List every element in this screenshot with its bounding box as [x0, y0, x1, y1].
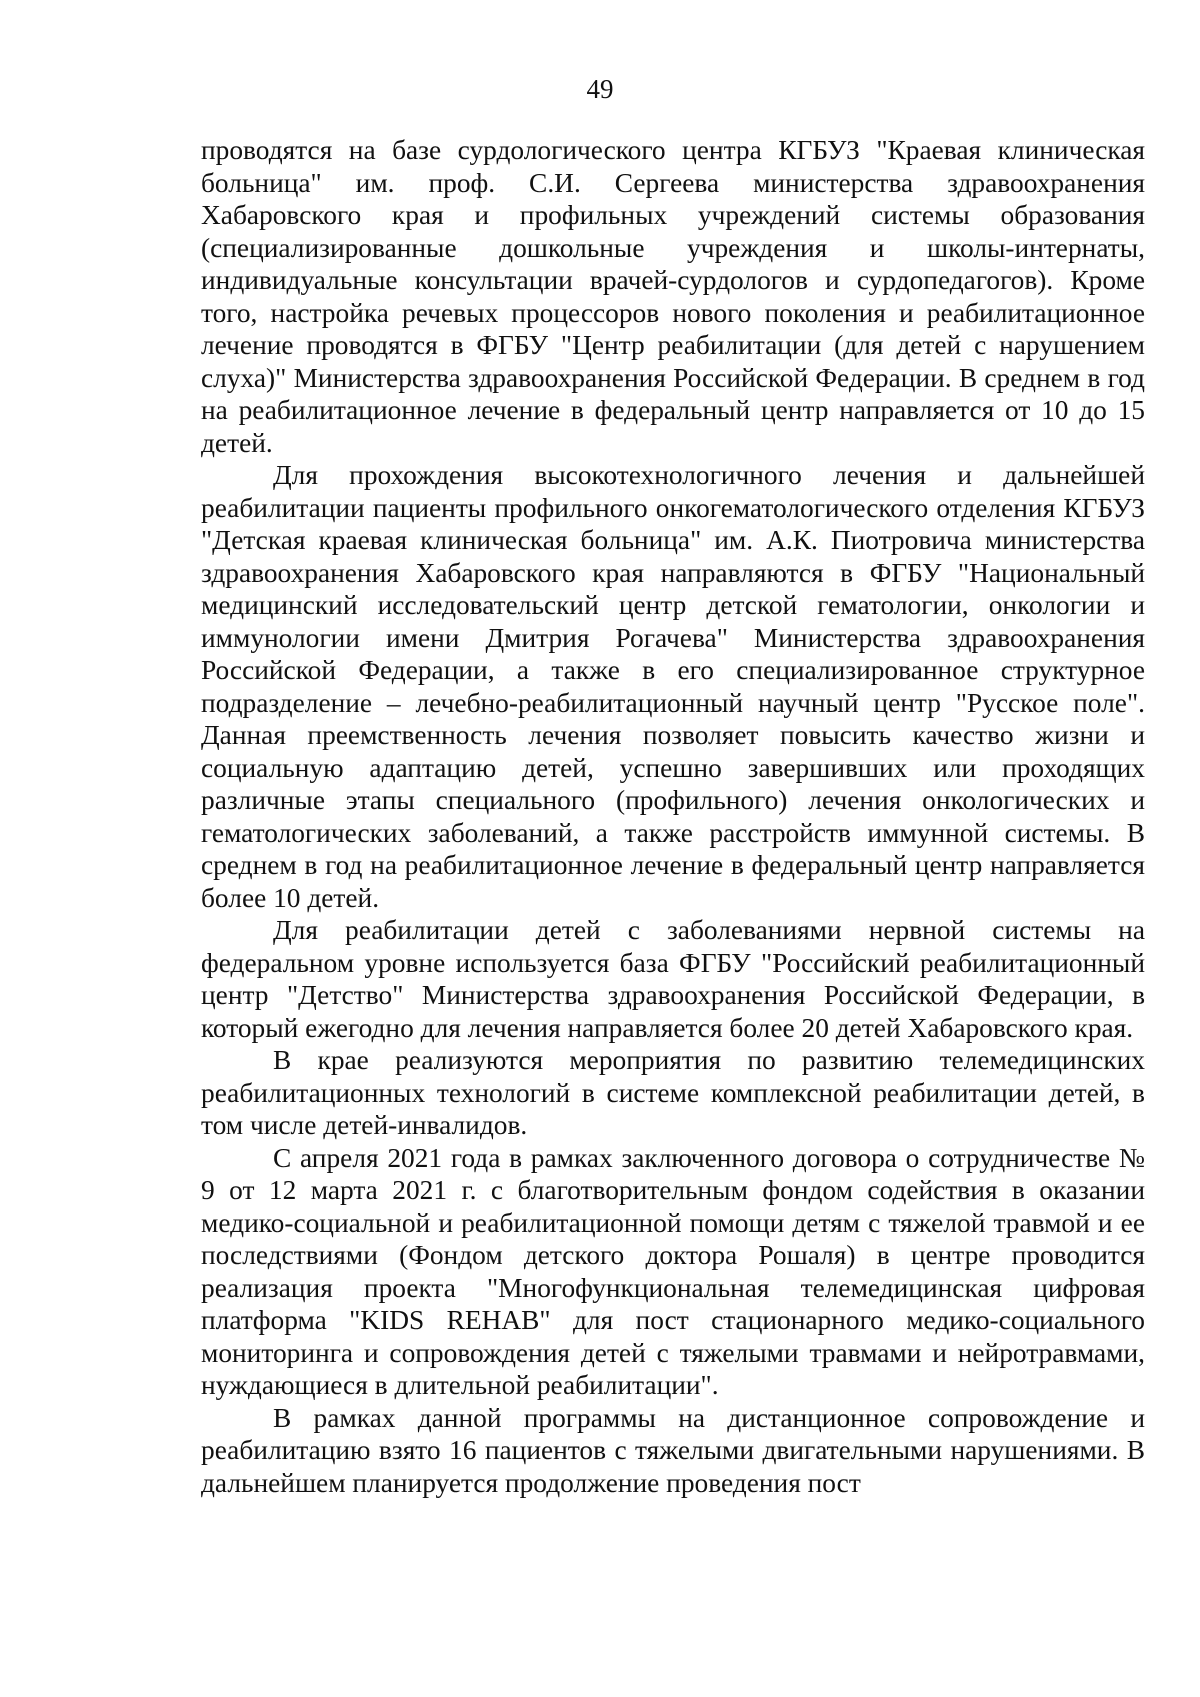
paragraph-kids-rehab-project: С апреля 2021 года в рамках заключенного договора о сотрудничестве № 9 от 12 марта 2021 г. с благотворительным фондом содействия в оказании медико-социальной и реабилитационной помощи детям с тяжелой травмой и ее последствиями (Фондом детского доктора Рошаля) в центре проводится реализация проекта "Многофункциональная телемедицинская цифровая платформа "KIDS REHAB" для пост стационарного медико-социального мониторинга и сопровождения детей с тяжелыми травмами и нейротравмами, нуждающиеся в длительной реабилитации".: [201, 1142, 1145, 1400]
paragraph-hearing-rehabilitation: проводятся на базе сурдологического центра КГБУЗ "Краевая клиническая больница" им. проф. С.И. Сергеева министерства здравоохранения Хабаровского края и профильных учреждений системы образования (специализированные дошкольные учреждения и школы-интернаты, индивидуальные консультации врачей-сурдологов и сурдопедагогов). Кроме того, настройка речевых процессоров нового поколения и реабилитационное лечение проводятся в ФГБУ "Центр реабилитации (для детей с нарушением слуха)" Министерства здравоохранения Российской Федерации. В среднем в год на реабилитационное лечение в федеральный центр направляется от 10 до 15 детей.: [201, 135, 1145, 458]
paragraph-nervous-system-rehabilitation: Для реабилитации детей с заболеваниями нервной системы на федеральном уровне используется база ФГБУ "Российский реабилитационный центр "Детство" Министерства здравоохранения Российской Федерации, в который ежегодно для лечения направляется более 20 детей Хабаровского края.: [201, 915, 1145, 1043]
paragraph-telemedicine-technologies: В крае реализуются мероприятия по развитию телемедицинских реабилитационных технологий в системе комплексной реабилитации детей, в том числе детей-инвалидов.: [201, 1045, 1145, 1140]
page-number: 49: [586, 74, 614, 104]
body-text: [201, 134, 1145, 1499]
paragraph-oncohematology-rehabilitation: Для прохождения высокотехнологичного лечения и дальнейшей реабилитации пациенты профильного онкогематологического отделения КГБУЗ "Детская краевая клиническая больница" им. А.К. Пиотровича министерства здравоохранения Хабаровского края направляются в ФГБУ "Национальный медицинский исследовательский центр детской гематологии, онкологии и иммунологии имени Дмитрия Рогачева" Министерства здравоохранения Российской Федерации, а также в его специализированное структурное подразделение – лечебно-реабилитационный научный центр "Русское поле". Данная преемственность лечения позволяет повысить качество жизни и социальную адаптацию детей, успешно завершивших или проходящих различные этапы специального (профильного) лечения онкологических и гематологических заболеваний, а также расстройств иммунной системы. В среднем в год на реабилитационное лечение в федеральный центр направляется более 10 детей.: [201, 460, 1145, 913]
paragraph-remote-support-program: В рамках данной программы на дистанционное сопровождение и реабилитацию взято 16 пациентов с тяжелыми двигательными нарушениями. В дальнейшем планируется продолжение проведения пост: [201, 1402, 1145, 1498]
